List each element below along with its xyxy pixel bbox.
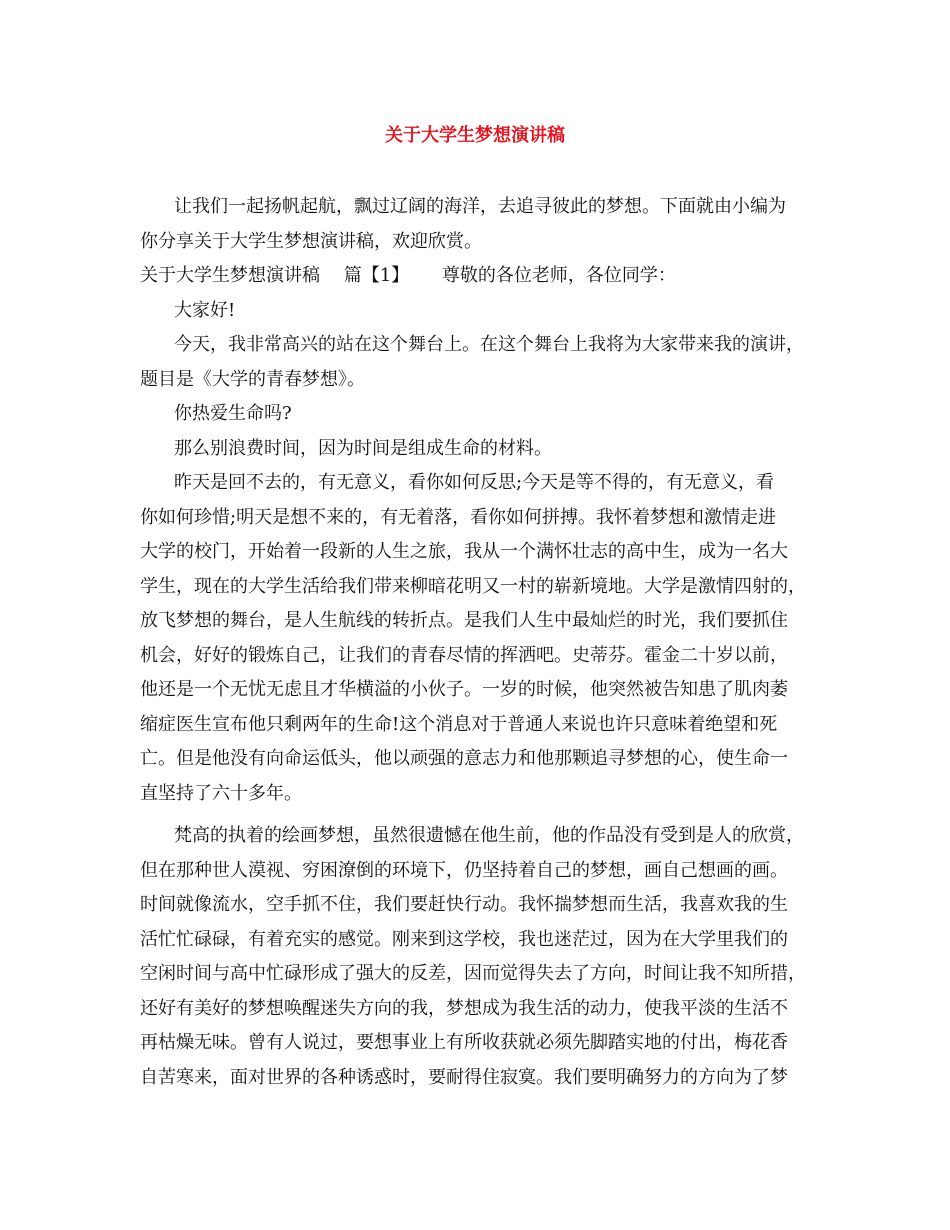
paragraph-line: 放飞梦想的舞台，是人生航线的转折点。是我们人生中最灿烂的时光，我们要抓住 [140, 610, 788, 631]
paragraph-line: 让我们一起扬帆起航，飘过辽阔的海洋，去追寻彼此的梦想。下面就由小编为 [174, 196, 786, 217]
paragraph-line: 学生，现在的大学生活给我们带来柳暗花明又一村的崭新境地。大学是激情四射的， [140, 575, 806, 597]
paragraph-line: 题目是《大学的青春梦想》。 [140, 368, 365, 390]
document-title: 关于大学生梦想演讲稿 [385, 125, 565, 146]
paragraph-line: 机会，好好的锻炼自己，让我们的青春尽情的挥洒吧。史蒂芬。霍金二十岁以前， [140, 644, 788, 666]
paragraph-line: 直坚持了六十多年。 [140, 782, 302, 804]
paragraph-line: 活忙忙碌碌，有着充实的感觉。刚来到这学校，我也迷茫过，因为在大学里我们的 [140, 928, 788, 950]
paragraph-line: 昨天是回不去的，有无意义，看你如何反思;今天是等不得的，有无意义，看 [174, 472, 775, 493]
paragraph-line: 那么别浪费时间，因为时间是组成生命的材料。 [174, 437, 552, 459]
paragraph-line: 亡。但是他没有向命运低头，他以顽强的意志力和他那颗追寻梦想的心，使生命一 [140, 748, 788, 769]
paragraph-line: 大学的校门，开始着一段新的人生之旅，我从一个满怀壮志的高中生，成为一名大 [140, 541, 788, 562]
paragraph-line: 你如何珍惜;明天是想不来的，有无着落，看你如何拼搏。我怀着梦想和激情走进 [140, 506, 777, 528]
paragraph-line: 缩症医生宣布他只剩两年的生命!这个消息对于普通人来说也许只意味着绝望和死 [140, 713, 778, 735]
document-body [140, 190, 822, 1095]
paragraph-line: 还好有美好的梦想唤醒迷失方向的我，梦想成为我生活的动力，使我平淡的生活不 [140, 997, 788, 1019]
paragraph-line: 你热爱生命吗? [174, 403, 292, 424]
paragraph-line: 但在那种世人漠视、穷困潦倒的环境下，仍坚持着自己的梦想，画自己想画的画。 [140, 859, 788, 881]
paragraph-line: 大家好! [174, 299, 236, 321]
paragraph-line: 再枯燥无味。曾有人说过，要想事业上有所收获就必须先脚踏实地的付出，梅花香 [140, 1032, 788, 1053]
section-heading-line: 关于大学生梦想演讲稿 篇【1】 尊敬的各位老师，各位同学： [140, 265, 676, 286]
paragraph-line: 自苦寒来，面对世界的各种诱惑时，要耐得住寂寞。我们要明确努力的方向为了梦 [140, 1066, 788, 1088]
paragraph-line: 空闲时间与高中忙碌形成了强大的反差，因而觉得失去了方向，时间让我不知所措， [140, 963, 806, 984]
paragraph-line: 他还是一个无忧无虑且才华横溢的小伙子。一岁的时候，他突然被告知患了肌肉萎 [140, 679, 788, 700]
paragraph-line: 你分享关于大学生梦想演讲稿，欢迎欣赏。 [140, 230, 482, 252]
paragraph-line: 时间就像流水，空手抓不住，我们要赶快行动。我怀揣梦想而生活，我喜欢我的生 [140, 894, 788, 915]
paragraph-line: 今天，我非常高兴的站在这个舞台上。在这个舞台上我将为大家带来我的演讲， [174, 334, 804, 355]
paragraph-line: 梵高的执着的绘画梦想，虽然很遗憾在他生前，他的作品没有受到是人的欣赏， [174, 825, 804, 846]
